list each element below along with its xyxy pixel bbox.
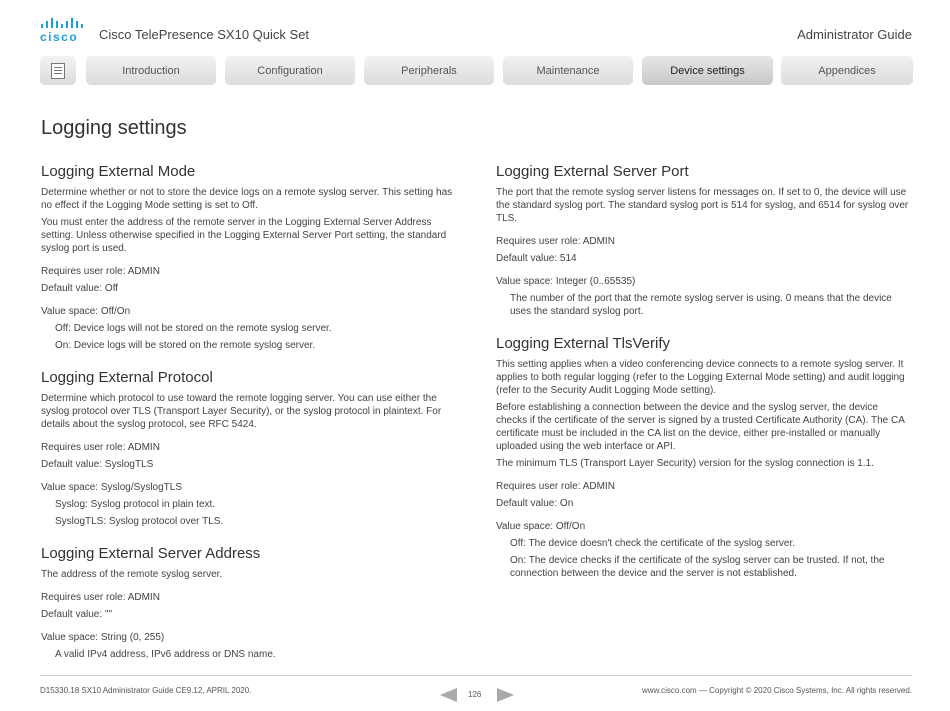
navigation-tabs: [40, 56, 913, 85]
default-value: Default value: Off: [41, 283, 119, 294]
value-option: Off: Device logs will not be stored on the remote syslog server.: [55, 323, 332, 334]
tab-peripherals[interactable]: Peripherals: [364, 56, 494, 85]
table-of-contents-button[interactable]: [40, 56, 76, 85]
section-heading: Logging External Server Port: [496, 163, 689, 180]
value-space: Value space: Syslog/SyslogTLS: [41, 482, 183, 493]
description: The minimum TLS (Transport Layer Security) version for the syslog connection is 1.1.: [496, 458, 874, 469]
tab-appendices[interactable]: Appendices: [781, 56, 913, 85]
page-title: Logging settings: [41, 117, 187, 139]
description: Determine which protocol to use toward the remote logging server. You can use either the syslog protocol over TLS (Transport Layer Security), or the syslog protocol in plaintext. For details about the syslog protocol, see RFC 5424.: [41, 393, 442, 430]
logging-external-tlsverify-section: [496, 335, 911, 580]
tab-maintenance[interactable]: Maintenance: [503, 56, 633, 85]
description: The port that the remote syslog server listens for messages on. If set to 0, the device will use the standard syslog port. The standard syslog port is 514 for syslog, and 6514 for syslog over TLS.: [496, 187, 909, 224]
value-space: Value space: Off/On: [496, 521, 586, 532]
product-title: Cisco TelePresence SX10 Quick Set: [99, 27, 310, 42]
default-value: Default value: 514: [496, 253, 577, 264]
cisco-logo-text: cisco: [40, 30, 79, 44]
copyright: www.cisco.com — Copyright © 2020 Cisco Systems, Inc. All rights reserved.: [642, 686, 912, 695]
logging-external-mode-section: [41, 163, 461, 352]
section-heading: Logging External Server Address: [41, 545, 261, 562]
description: The address of the remote syslog server.: [41, 569, 223, 580]
description: This setting applies when a video conferencing device connects to a remote syslog server. It applies to both regular logging (refer to the Logging External Mode setting) and audit logging (refer to the Security Audit Logging Mode setting).: [496, 359, 905, 396]
user-role: Requires user role: ADMIN: [496, 236, 615, 247]
logging-external-server-port-section: [496, 163, 911, 318]
footer-divider: [40, 675, 912, 676]
left-column: [41, 163, 461, 665]
user-role: Requires user role: ADMIN: [41, 442, 160, 453]
cisco-logo: [40, 17, 84, 43]
right-column: [496, 163, 911, 584]
value-space: Value space: String (0, 255): [41, 632, 165, 643]
guide-title: Administrator Guide: [797, 27, 912, 42]
value-space: Value space: Integer (0..65535): [496, 276, 636, 287]
value-option: Off: The device doesn't check the certificate of the syslog server.: [510, 538, 796, 549]
value-option: SyslogTLS: Syslog protocol over TLS.: [55, 516, 224, 527]
value-option: On: The device checks if the certificate of the syslog server can be trusted. If not, the connection between the device and the server is not established.: [510, 555, 885, 579]
tab-configuration[interactable]: Configuration: [225, 56, 355, 85]
default-value: Default value: On: [496, 498, 574, 509]
value-option: The number of the port that the remote syslog server is using. 0 means that the device uses the standard syslog port.: [510, 293, 892, 317]
previous-page-arrow-icon[interactable]: [440, 688, 457, 702]
user-role: Requires user role: ADMIN: [41, 266, 160, 277]
user-role: Requires user role: ADMIN: [496, 481, 615, 492]
description: Determine whether or not to store the device logs on a remote syslog server. This setting has no effect if the Logging Mode setting is set to Off.: [41, 187, 453, 211]
section-heading: Logging External TlsVerify: [496, 335, 670, 352]
default-value: Default value: "": [41, 609, 113, 620]
logging-external-server-address-section: [41, 545, 461, 661]
value-option: A valid IPv4 address, IPv6 address or DNS name.: [55, 649, 276, 660]
value-option: On: Device logs will be stored on the remote syslog server.: [55, 340, 316, 351]
tab-introduction[interactable]: Introduction: [86, 56, 216, 85]
document-id: D15330.18 SX10 Administrator Guide CE9.12, APRIL 2020.: [40, 686, 252, 695]
page-number: 126: [468, 690, 482, 699]
tab-device-settings[interactable]: Device settings: [642, 56, 773, 85]
document-icon: [51, 63, 65, 79]
description: Before establishing a connection between the device and the syslog server, the device checks if the certificate of the server is signed by a trusted Certificate Authority (CA). The CA certificate must be included in the CA list on the device, either pre-installed or manually uploaded using the web interface or API.: [496, 402, 905, 452]
cisco-bridge-icon: [40, 17, 84, 30]
page-header: [0, 0, 950, 55]
description: You must enter the address of the remote server in the Logging External Server Address setting. Unless otherwise specified in the Logging External Server Port setting, the standard syslog port is used.: [41, 217, 447, 254]
logging-external-protocol-section: [41, 369, 461, 528]
default-value: Default value: SyslogTLS: [41, 459, 154, 470]
user-role: Requires user role: ADMIN: [41, 592, 160, 603]
section-heading: Logging External Mode: [41, 163, 196, 180]
next-page-arrow-icon[interactable]: [497, 688, 514, 702]
value-option: Syslog: Syslog protocol in plain text.: [55, 499, 216, 510]
section-heading: Logging External Protocol: [41, 369, 213, 386]
value-space: Value space: Off/On: [41, 306, 131, 317]
